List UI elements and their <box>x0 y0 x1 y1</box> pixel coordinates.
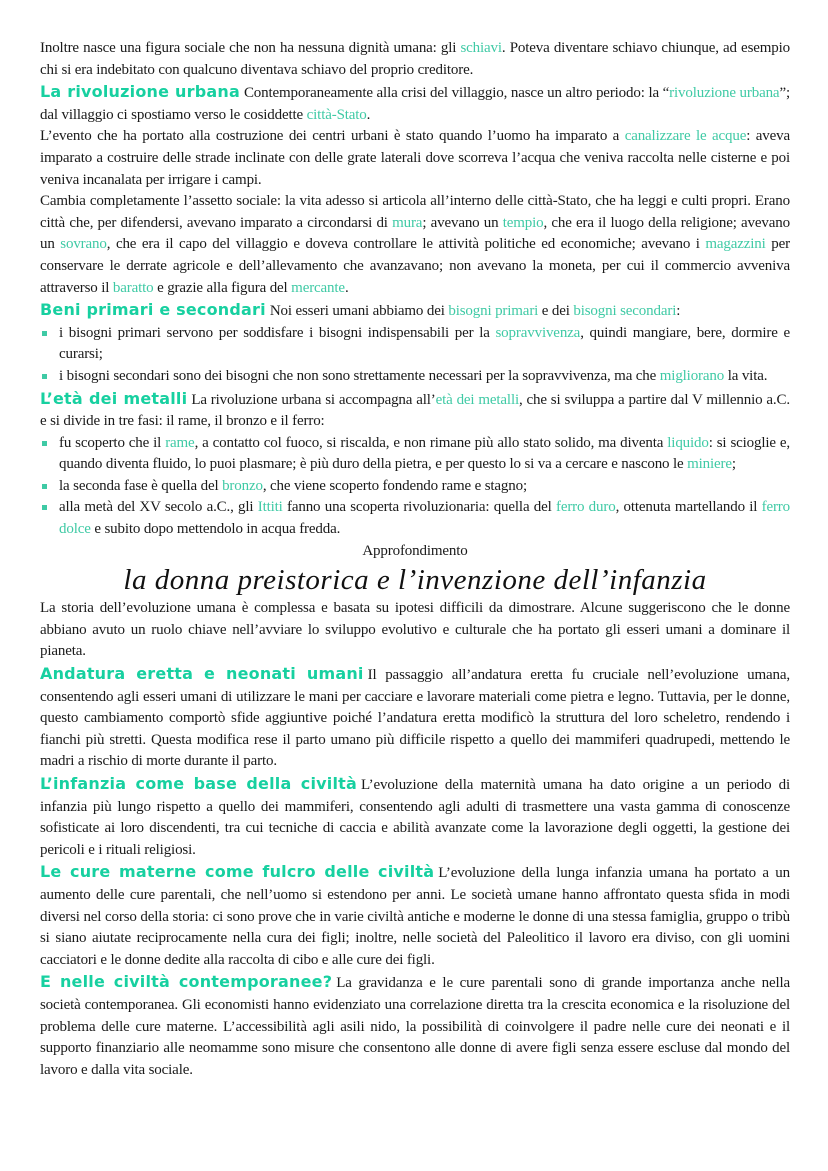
highlighted-term: mura <box>392 214 423 231</box>
paragraph <box>40 38 790 81</box>
highlighted-term: canalizzare le acque <box>624 128 747 145</box>
highlighted-term: rame <box>165 434 195 451</box>
paragraph-heading: Le cure materne come fulcro delle civiltà <box>40 862 435 882</box>
text-run: Noi esseri umani abbiamo dei <box>269 303 449 320</box>
square-bullet-icon <box>42 331 47 336</box>
list-item <box>40 433 790 476</box>
text-run: alla metà del XV secolo a.C., gli <box>59 499 258 516</box>
highlighted-term: Ittiti <box>257 499 283 516</box>
text-run: , che viene scoperto fondendo rame e stagno; <box>262 477 527 494</box>
headed-paragraph <box>40 773 790 861</box>
square-bullet-icon <box>42 484 47 489</box>
paragraph-heading: Beni primari e secondari <box>40 300 266 320</box>
headed-paragraph <box>40 299 790 323</box>
highlighted-term: miniere <box>687 456 732 473</box>
highlighted-term: bronzo <box>222 477 263 494</box>
bullet-list <box>40 323 790 388</box>
highlighted-term: migliorano <box>659 367 725 384</box>
text-run: i bisogni secondari sono dei bisogni che non sono strettamente necessari per la sopravvivenza, ma che <box>59 367 660 384</box>
text-run: La rivoluzione urbana si accompagna all’ <box>191 391 436 408</box>
text-run: Cambia completamente l’assetto sociale: la vita adesso si articola all’interno delle città-Stato, che ha leggi e culti propri. Erano città che, per difendersi, avevano imparato a circondarsi di <box>40 193 790 231</box>
text-run: . <box>344 279 349 296</box>
text-run: per conservare le derrate agricole e dell’allevamento che avanzavano; non avevano la moneta, per cui il commercio avveniva attraverso il <box>40 236 790 296</box>
highlighted-term: schiavi <box>460 40 502 56</box>
highlighted-term: mercante <box>291 279 345 296</box>
paragraph-heading: L’infanzia come base della civiltà <box>40 774 357 793</box>
highlighted-term: liquido <box>667 434 709 451</box>
list-item <box>40 497 790 540</box>
highlighted-term: città-Stato <box>306 106 367 123</box>
headed-paragraph <box>40 971 790 1081</box>
text-run: L’evoluzione della lunga infanzia umana ha portato a un aumento delle cure parentali, che nell’uomo si estendono per anni. Le società umane hanno affrontato questa sfida in modi diversi nel corso della storia: ci sono prove che in varie civiltà antiche e moderne le donne di una stessa famiglia, gruppo o tribù si siano aiutate reciprocamente nella cura dei figli; inoltre, nelle società del Paleolitico il lavoro era diviso, con gli uomini cacciatori e le donne dedite alla raccolta di cibo e alle cure dei figli. <box>40 865 791 968</box>
text-run: ; avevano un <box>422 214 503 231</box>
list-item <box>40 476 790 498</box>
text-run: , ottenuta martellando il <box>615 499 762 516</box>
highlighted-term: ferro duro <box>555 499 616 516</box>
text-run: , quindi mangiare, bere, dormire e curarsi; <box>59 324 790 363</box>
paragraph-heading: L’età dei metalli <box>40 388 188 408</box>
list-item <box>40 366 790 388</box>
text-run: la vita. <box>724 367 768 384</box>
headed-paragraph <box>40 388 790 433</box>
text-run: la seconda fase è quella del <box>59 477 223 494</box>
paragraph <box>40 191 790 299</box>
text-run: fanno una scoperta rivoluzionaria: quella del <box>282 499 556 516</box>
text-run: e dei <box>538 303 574 320</box>
text-run: : aveva imparato a costruire delle strade inclinate con delle grate laterali dove scorreva l’acqua che veniva raccolta nelle cisterne e poi veniva incanalata per irrigare i campi. <box>40 128 790 188</box>
list-item <box>40 323 790 366</box>
square-bullet-icon <box>42 441 47 446</box>
text-run: , che era il luogo della religione; avevano un <box>40 214 790 253</box>
text-run: : si scioglie e, quando diventa fluido, lo puoi plasmare; è più duro della pietra, e per questo lo si va a cercare e nascono le <box>59 434 790 473</box>
text-run: : <box>676 303 681 320</box>
section-title <box>40 562 790 598</box>
text-run: e grazie alla figura del <box>153 279 292 296</box>
text-run: fu scoperto che il <box>59 434 166 451</box>
paragraph-heading: E nelle civiltà contemporanee? <box>40 972 333 992</box>
highlighted-term: tempio <box>502 214 544 231</box>
highlighted-term: bisogni secondari <box>573 303 677 320</box>
text-run: . Poteva diventare schiavo chiunque, ad esempio chi si era indebitato con qualcuno diventava schiavo del proprio creditore. <box>40 40 790 78</box>
highlighted-term: sopravvivenza <box>495 324 581 341</box>
paragraph <box>40 126 790 191</box>
text-run: La storia dell’evoluzione umana è complessa e basata su ipotesi difficili da dimostrare. Alcune suggeriscono che le donne abbiano avuto un ruolo chiave nell’avviare lo sviluppo evolutivo e culturale che ha portato gli esseri umani a dominare il pianeta. <box>40 600 790 660</box>
paragraph <box>40 598 790 663</box>
text-run: Inoltre nasce una figura sociale che non ha nessuna dignità umana: gli <box>40 40 461 56</box>
section-label <box>40 541 790 563</box>
text-run: i bisogni primari servono per soddisfare i bisogni indispensabili per la <box>59 324 496 341</box>
headed-paragraph <box>40 861 790 971</box>
text-run: , che era il capo del villaggio e doveva controllare le attività politiche ed economiche; avevano i <box>106 236 706 253</box>
headed-paragraph <box>40 663 790 773</box>
text-run: La gravidanza e le cure parentali sono di grande importanza anche nella società contemporanea. Gli economisti hanno evidenziato una correlazione diretta tra la crescita economica e la risoluzione del problema delle cure materne. L’accessibilità agli asili nido, la possibilità di coinvolgere il padre nelle cure dei neonati e il supporto finanziario alle neomamme sono misure che consentono alle donne di avere figli senza essere escluse dal mondo del lavoro e dalla vita sociale. <box>40 975 791 1078</box>
text-run: L’evoluzione della maternità umana ha dato origine a un periodo di infanzia più lungo rispetto a quello dei mammiferi, consentendo agli adulti di trasmettere una vasta gamma di conoscenze sofisticate ai loro discendenti, tra cui tecniche di caccia e abilità avanzate come la lavorazione degli oggetti, la gestione dei pericoli e i rituali religiosi. <box>40 777 790 858</box>
paragraph-heading: Andatura eretta e neonati umani <box>40 664 364 684</box>
text-run: la donna preistorica e l’invenzione dell’infanzia <box>123 564 707 597</box>
highlighted-term: sovrano <box>60 236 107 253</box>
highlighted-term: età dei metalli <box>435 391 519 408</box>
text-run: Il passaggio all’andatura eretta fu cruciale nell’evoluzione umana, consentendo agli esseri umani di utilizzare le mani per cacciare e lavorare materiali come pietra e legno. Tuttavia, per le donne, questo cambiamento comportò sfide aggiuntive poiché l’andatura eretta modificò la struttura del loro scheletro, rendendo i fianchi più stretti. Questa modifica rese il parto umano più difficile rispetto a quello dei mammiferi quadrupedi, mettendo le madri a rischio di morte durante il parto. <box>40 667 790 770</box>
text-run: e subito dopo mettendolo in acqua fredda. <box>90 521 341 538</box>
document-page <box>40 38 790 1081</box>
highlighted-term: rivoluzione urbana <box>669 85 780 102</box>
text-run: Contemporaneamente alla crisi del villaggio, nasce un altro periodo: la “ <box>243 85 670 102</box>
highlighted-term: bisogni primari <box>448 303 539 320</box>
headed-paragraph <box>40 81 790 126</box>
bullet-list <box>40 433 790 541</box>
highlighted-term: ferro dolce <box>59 499 790 538</box>
highlighted-term: magazzini <box>705 236 766 253</box>
highlighted-term: baratto <box>112 279 154 296</box>
text-run: . <box>366 106 371 123</box>
text-run: ”; dal villaggio ci spostiamo verso le cosiddette <box>40 85 790 123</box>
square-bullet-icon <box>42 374 47 379</box>
paragraph-heading: La rivoluzione urbana <box>40 82 240 102</box>
text-run: L’evento che ha portato alla costruzione dei centri urbani è stato quando l’uomo ha imparato a <box>40 128 625 145</box>
text-run: ; <box>731 456 736 473</box>
text-run: Approfondimento <box>362 542 468 559</box>
square-bullet-icon <box>42 505 47 510</box>
text-run: , che si sviluppa a partire dal V millennio a.C. e si divide in tre fasi: il rame, il bronzo e il ferro: <box>40 391 790 430</box>
text-run: , a contatto col fuoco, si riscalda, e non rimane più allo stato solido, ma diventa <box>194 434 668 451</box>
